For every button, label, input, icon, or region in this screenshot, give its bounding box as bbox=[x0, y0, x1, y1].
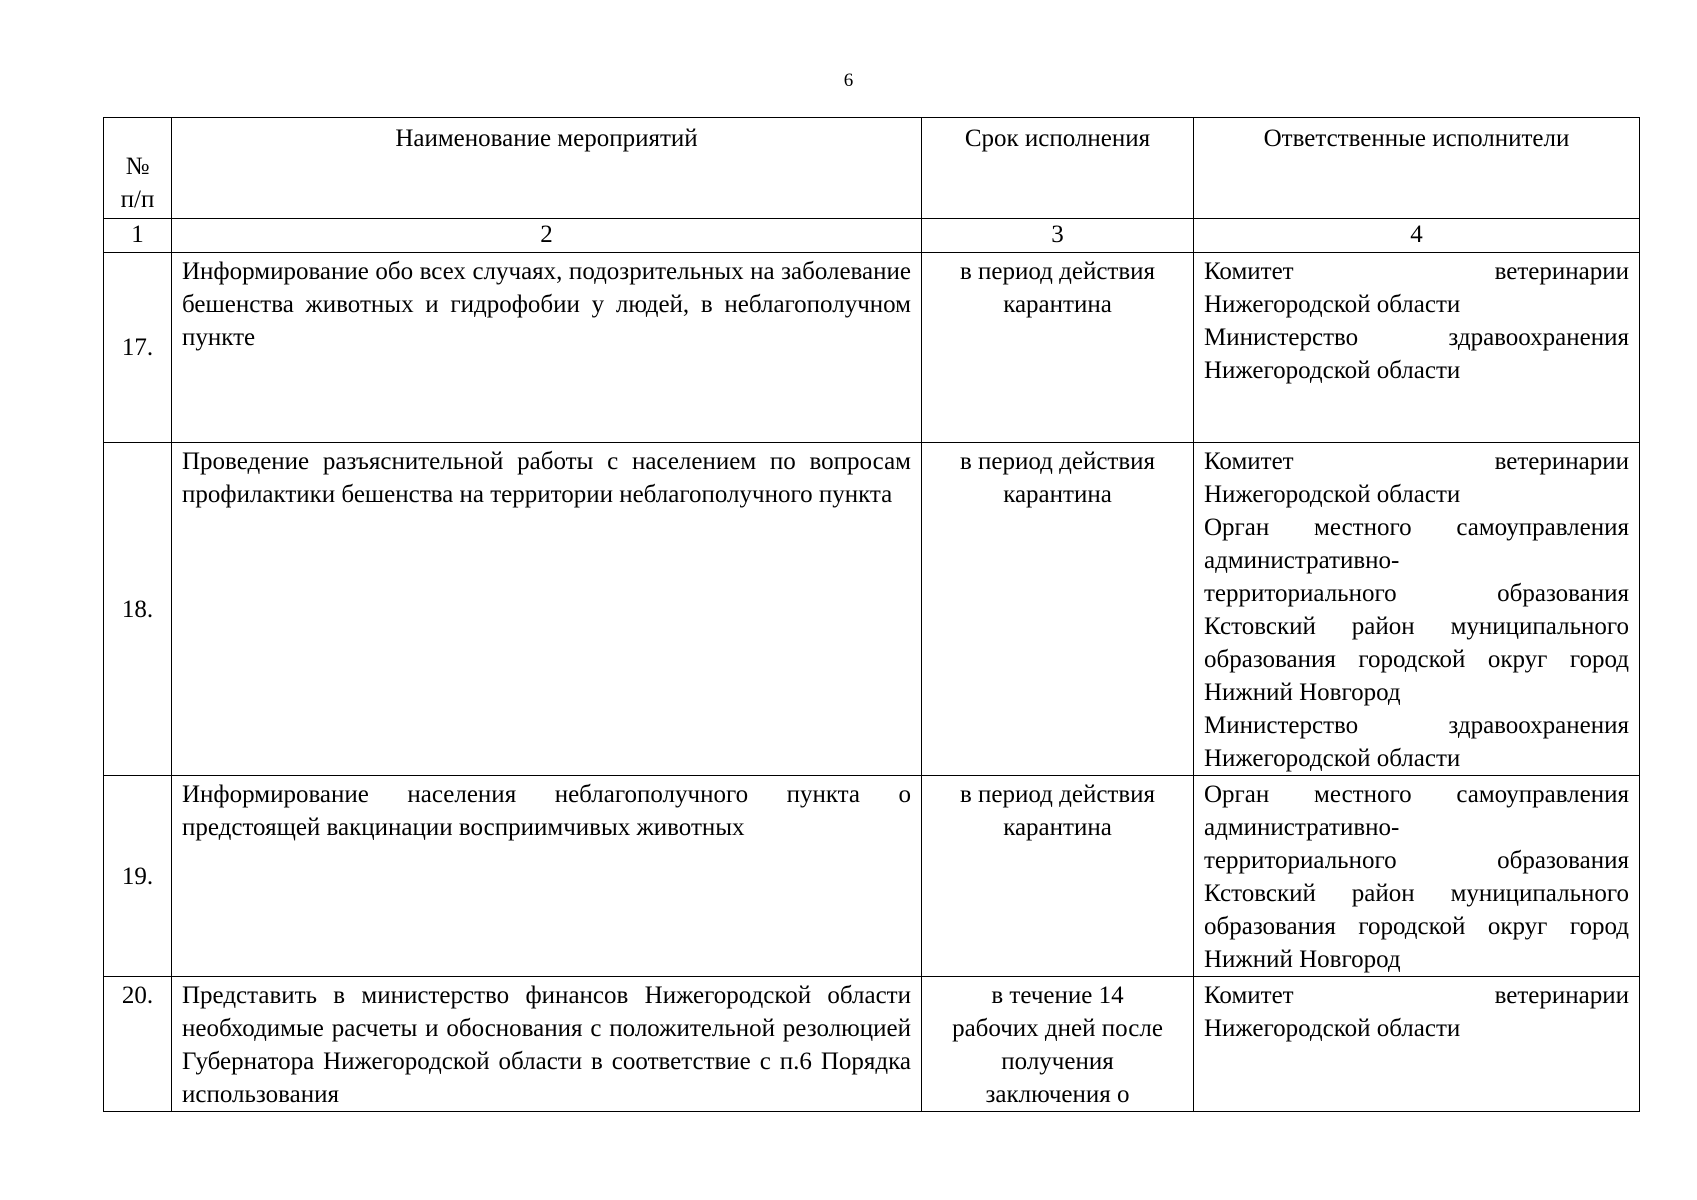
header-name: Наименование мероприятий bbox=[172, 118, 922, 219]
responsible-line: Нижегородской области bbox=[1204, 357, 1461, 384]
responsible-line: Нижегородской области bbox=[1204, 481, 1461, 508]
responsible-line: административно- bbox=[1204, 814, 1400, 841]
responsible-line: образования городской округ город bbox=[1204, 913, 1629, 940]
header-term: Срок исполнения bbox=[922, 118, 1194, 219]
responsible-line: Нижний Новгород bbox=[1204, 946, 1401, 973]
column-number: 3 bbox=[922, 219, 1194, 253]
header-number: № п/п bbox=[104, 118, 172, 219]
table-row bbox=[104, 253, 1640, 443]
row-number: 19. bbox=[104, 776, 172, 977]
activities-table bbox=[103, 117, 1640, 1112]
responsible-line: административно- bbox=[1204, 547, 1400, 574]
responsible-line: Министерство здравоохранения bbox=[1204, 324, 1629, 351]
responsible-line: Орган местного самоуправления bbox=[1204, 514, 1629, 541]
activity-term: в период действия карантина bbox=[922, 776, 1194, 977]
responsible-line: территориального образования bbox=[1204, 847, 1629, 874]
column-number: 1 bbox=[104, 219, 172, 253]
table-row bbox=[104, 776, 1640, 977]
activity-responsible bbox=[1194, 443, 1640, 776]
responsible-line: Комитет ветеринарии bbox=[1204, 448, 1629, 475]
row-number: 18. bbox=[104, 443, 172, 776]
column-number-row bbox=[104, 219, 1640, 253]
column-number: 2 bbox=[172, 219, 922, 253]
activity-name: Представить в министерство финансов Нижегородской области необходимые расчеты и обоснования с положительной резолюцией Губернатора Нижегородской области в соответствие с п.6 Порядка использования bbox=[172, 977, 922, 1112]
column-number: 4 bbox=[1194, 219, 1640, 253]
responsible-line: Кстовский район муниципального bbox=[1204, 880, 1629, 907]
activity-responsible bbox=[1194, 776, 1640, 977]
responsible-line: территориального образования bbox=[1204, 580, 1629, 607]
activity-term: в период действия карантина bbox=[922, 253, 1194, 443]
activity-name: Информирование обо всех случаях, подозрительных на заболевание бешенства животных и гидрофобии у людей, в неблагополучном пункте bbox=[172, 253, 922, 443]
responsible-line: Нижегородской области bbox=[1204, 291, 1461, 318]
activity-responsible bbox=[1194, 977, 1640, 1112]
activity-name: Проведение разъяснительной работы с населением по вопросам профилактики бешенства на территории неблагополучного пункта bbox=[172, 443, 922, 776]
table-header-row bbox=[104, 118, 1640, 219]
responsible-line: Нижний Новгород bbox=[1204, 679, 1401, 706]
header-responsible: Ответственные исполнители bbox=[1194, 118, 1640, 219]
table-row bbox=[104, 443, 1640, 776]
activity-term: в период действия карантина bbox=[922, 443, 1194, 776]
responsible-line: Комитет ветеринарии bbox=[1204, 982, 1629, 1009]
responsible-line: Кстовский район муниципального bbox=[1204, 613, 1629, 640]
row-number: 17. bbox=[104, 253, 172, 443]
activity-responsible bbox=[1194, 253, 1640, 443]
row-number: 20. bbox=[104, 977, 172, 1112]
responsible-line: Орган местного самоуправления bbox=[1204, 781, 1629, 808]
activity-name: Информирование населения неблагополучного пункта о предстоящей вакцинации восприимчивых животных bbox=[172, 776, 922, 977]
page-number: 6 bbox=[843, 70, 854, 91]
responsible-line: образования городской округ город bbox=[1204, 646, 1629, 673]
responsible-line: Нижегородской области bbox=[1204, 745, 1461, 772]
activity-term: в течение 14 рабочих дней после получения заключения о bbox=[922, 977, 1194, 1112]
responsible-line: Комитет ветеринарии bbox=[1204, 258, 1629, 285]
responsible-line: Министерство здравоохранения bbox=[1204, 712, 1629, 739]
responsible-line: Нижегородской области bbox=[1204, 1015, 1461, 1042]
table-row bbox=[104, 977, 1640, 1112]
